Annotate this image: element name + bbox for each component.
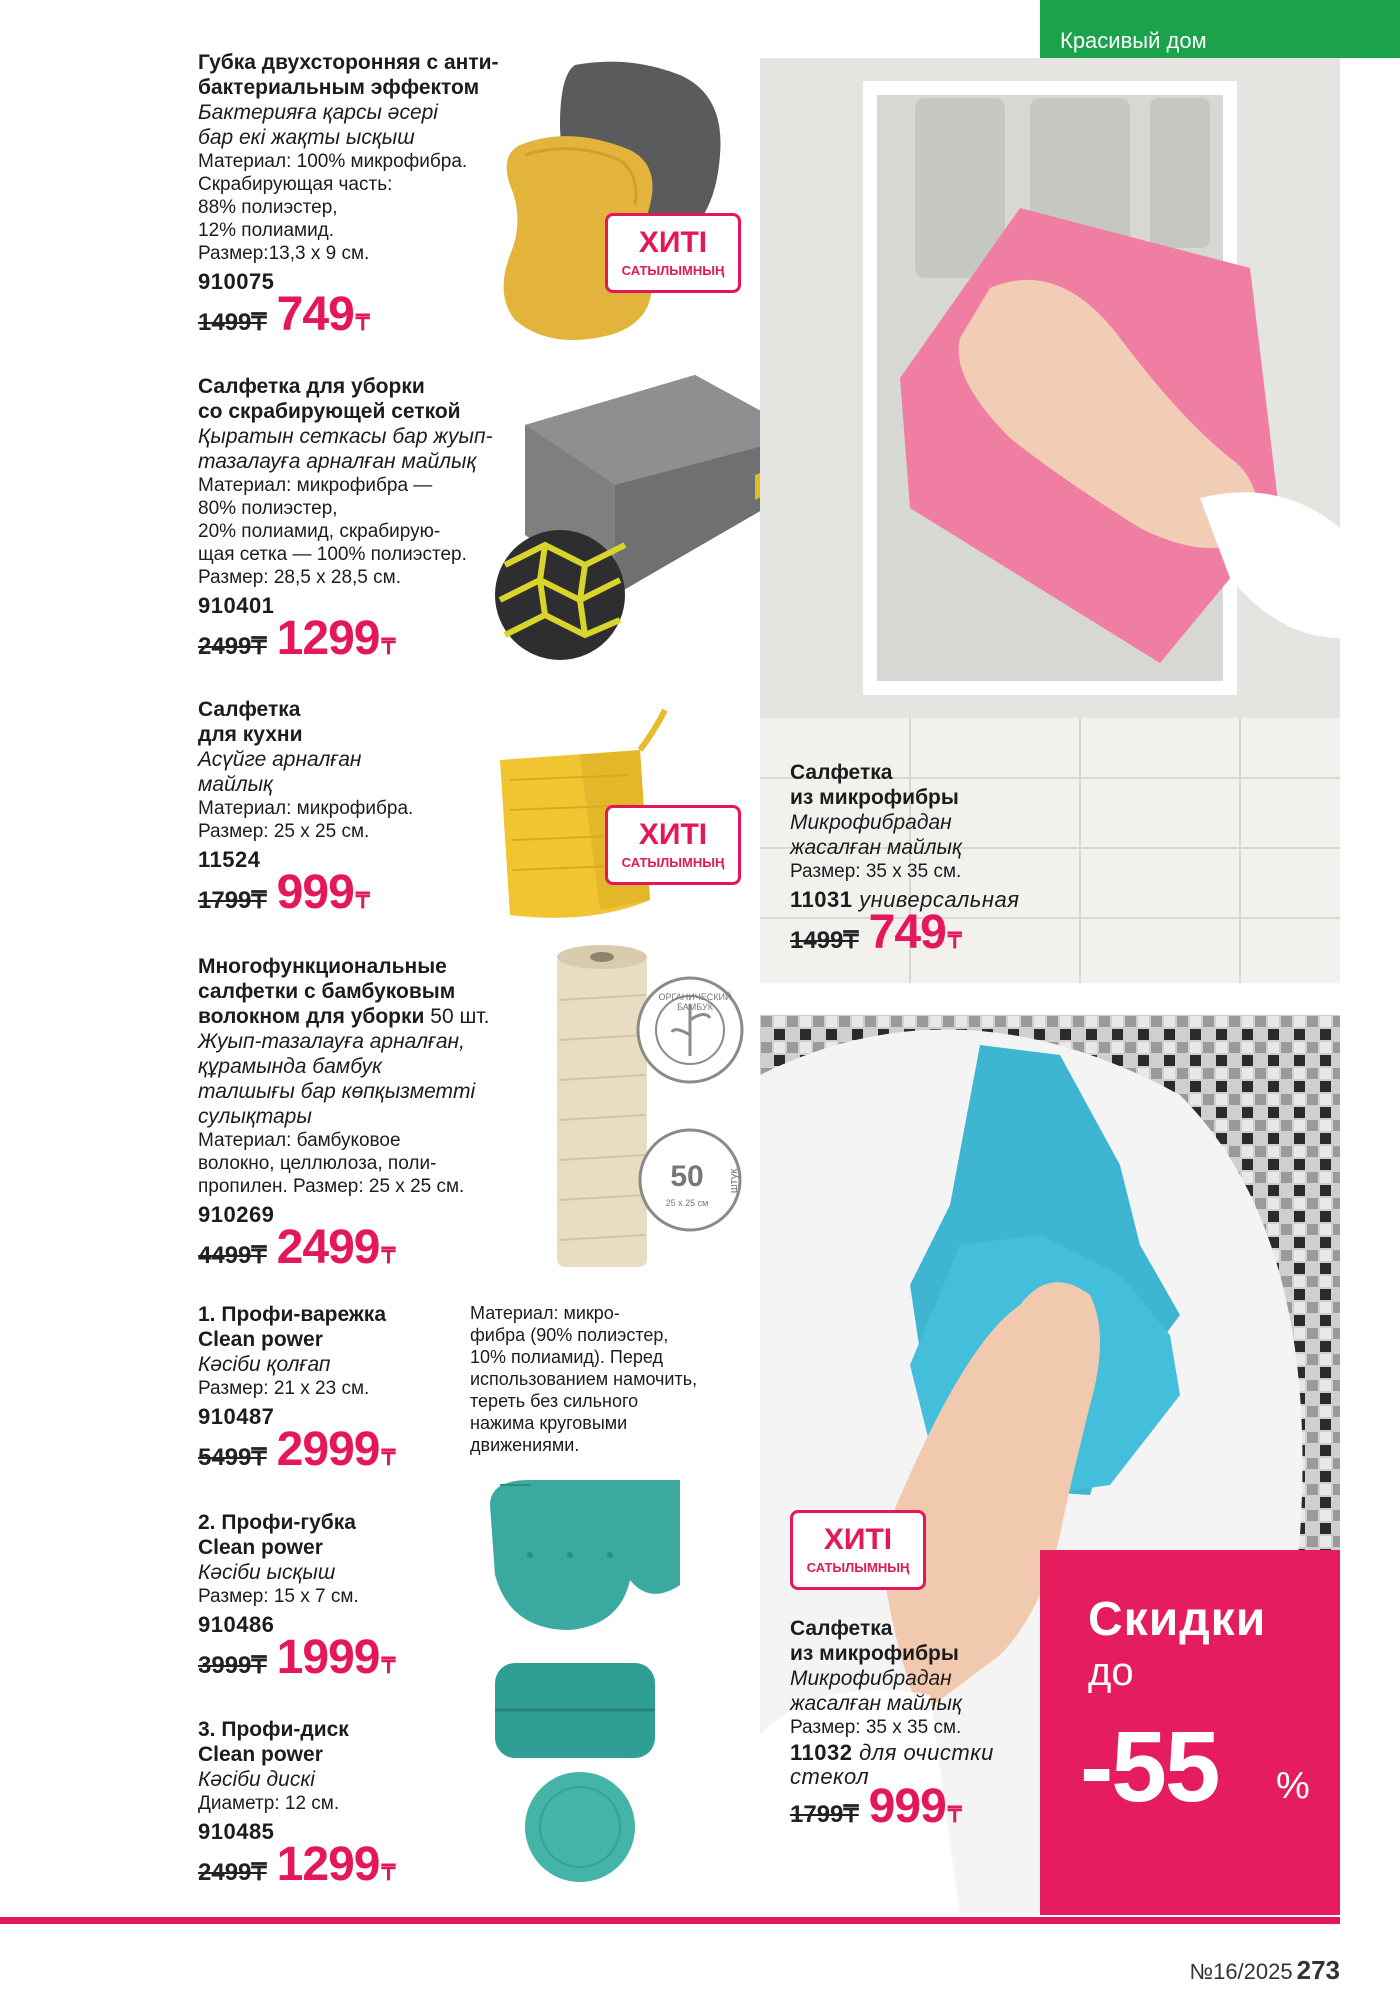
currency-sign: ₸ [381, 634, 396, 659]
clean-power-note: Материал: микро- фибра (90% полиэстер, 10% полиамид). Перед использованием намочить, тереть без сильного нажима круговыми движениями. [470, 1303, 698, 1455]
product-pro-disc [198, 1717, 438, 1891]
old-price: 2499₸ [198, 1859, 267, 1886]
product-code: 910075 [198, 269, 275, 294]
new-price: 1299 [276, 1838, 380, 1891]
price-line [198, 1221, 538, 1274]
product-code: 910486 [198, 1612, 275, 1637]
price-line [198, 288, 528, 341]
product-microfiber-universal [790, 760, 1090, 959]
product-title: 3. Профи-диск Clean power [198, 1718, 349, 1766]
clean-power-image [470, 1465, 700, 1895]
bamboo-roll-image [545, 940, 745, 1280]
product-spec: Размер: 35 х 35 см. [790, 1717, 962, 1738]
discount-panel [1040, 1550, 1340, 1915]
sponge-image [490, 55, 740, 355]
discount-percent: % [1276, 1765, 1310, 1807]
discount-line1: Скидки [1088, 1593, 1267, 1646]
old-price: 3999₸ [198, 1652, 267, 1679]
bestseller-badge: ХИТІ САТЫЛЫМНЫҢ [605, 805, 741, 885]
bamboo-seal-text: ОРГАНИЧЕСКИЙ БАМБУК [658, 992, 732, 1012]
old-price: 1499₸ [790, 927, 859, 954]
product-spec: Размер: 21 х 23 см. [198, 1378, 370, 1399]
count-seal-size: 25 x 25 см [665, 1198, 709, 1208]
product-sponge [198, 50, 528, 341]
old-price: 5499₸ [198, 1444, 267, 1471]
product-spec: Размер: 35 х 35 см. [790, 861, 962, 882]
product-title: Салфетка из микрофибры [790, 761, 959, 809]
product-spec: Материал: микрофибра — 80% полиэстер, 20% полиамид, скрабирую- щая сетка — 100% полиэстер. Размер: 28,5 х 28,5 см. [198, 475, 467, 588]
product-spec: Материал: бамбуковое волокно, целлюлоза, поли- пропилен. Размер: 25 х 25 см. [198, 1130, 465, 1197]
product-kz-title: Микрофибрадан жасалған майлық [790, 811, 962, 859]
product-title: 2. Профи-губка Clean power [198, 1511, 356, 1559]
product-spec: Материал: микрофибра. Размер: 25 х 25 см. [198, 798, 414, 842]
product-title: Салфетка для уборки со скрабирующей сеткой [198, 375, 461, 423]
product-spec: Диаметр: 12 см. [198, 1793, 340, 1814]
product-microfiber-glass [790, 1616, 1040, 1833]
old-price: 4499₸ [198, 1242, 267, 1269]
currency-sign: ₸ [381, 1243, 396, 1268]
new-price: 2999 [276, 1423, 380, 1476]
product-code: 910401 [198, 593, 275, 618]
product-spec: Размер: 15 х 7 см. [198, 1586, 359, 1607]
currency-sign: ₸ [947, 928, 962, 953]
new-price: 999 [276, 866, 354, 919]
old-price: 1799₸ [198, 887, 267, 914]
old-price: 1799₸ [790, 1801, 859, 1828]
product-kz-title: Бактерияға қарсы әсері бар екі жақты ысқыш [198, 101, 438, 149]
currency-sign: ₸ [381, 1653, 396, 1678]
price-line [198, 866, 528, 919]
bottom-rule [0, 1917, 1340, 1924]
product-bamboo-wipes [198, 954, 538, 1274]
price-line [790, 1780, 1040, 1833]
product-kz-title: Микрофибрадан жасалған майлық [790, 1667, 962, 1715]
discount-line2: до [1088, 1650, 1134, 1694]
product-code: 910487 [198, 1404, 275, 1429]
page-footer [1189, 1955, 1340, 1986]
discount-value: -55 [1080, 1711, 1219, 1823]
currency-sign: ₸ [947, 1802, 962, 1827]
product-kz-title: Асүйге арналған майлық [198, 748, 362, 796]
product-code: 11524 [198, 847, 261, 872]
product-kitchen-cloth [198, 697, 528, 919]
price-line [198, 1838, 438, 1891]
currency-sign: ₸ [355, 888, 370, 913]
currency-sign: ₸ [355, 310, 370, 335]
product-code: 910269 [198, 1202, 275, 1227]
price-line [198, 1423, 438, 1476]
product-title: Салфетка для кухни [198, 698, 303, 746]
product-code: 910485 [198, 1819, 275, 1844]
new-price: 1299 [276, 612, 380, 665]
price-line [198, 1631, 438, 1684]
new-price: 1999 [276, 1631, 380, 1684]
category-tab: Красивый дом [1040, 0, 1400, 58]
new-price: 749 [868, 906, 946, 959]
product-code: 11032 для очистки стекол [790, 1740, 994, 1789]
product-scrub-cloth [198, 374, 528, 665]
count-seal-unit: штук [728, 1168, 741, 1194]
old-price: 2499₸ [198, 633, 267, 660]
new-price: 749 [276, 288, 354, 341]
product-spec: Материал: 100% микрофибра. Скрабирующая часть: 88% полиэстер, 12% полиамид. Размер:13,3 х 9 см. [198, 151, 468, 264]
currency-sign: ₸ [381, 1445, 396, 1470]
bestseller-badge: ХИТІ САТЫЛЫМНЫҢ [790, 1510, 926, 1590]
price-line [790, 906, 1090, 959]
bestseller-badge: ХИТІ САТЫЛЫМНЫҢ [605, 213, 741, 293]
scrub-cloth-image [485, 375, 805, 665]
product-title: Губка двухсторонняя с анти- бактериальным эффектом [198, 51, 499, 99]
product-kz-title: Қыратын сеткасы бар жуып- тазалауға арналған майлық [198, 425, 493, 473]
product-pro-sponge [198, 1510, 438, 1684]
product-kz-title: Кәсіби ысқыш [198, 1561, 336, 1584]
issue-number: №16/2025 [1189, 1959, 1293, 1984]
product-title: Многофункциональные салфетки с бамбуковым волокном для уборки 50 шт. [198, 955, 490, 1028]
count-seal-number: 50 [670, 1160, 704, 1193]
product-code: 11031 универсальная [790, 887, 1020, 912]
old-price: 1499₸ [198, 309, 267, 336]
product-kz-title: Жуып-тазалауға арналған, құрамында бамбук талшығы бар көпқызметті сулықтары [198, 1030, 476, 1128]
product-title: 1. Профи-варежка Clean power [198, 1303, 386, 1351]
product-mitt [198, 1302, 438, 1476]
currency-sign: ₸ [381, 1860, 396, 1885]
product-title: Салфетка из микрофибры [790, 1617, 959, 1665]
product-kz-title: Кәсіби қолғап [198, 1353, 331, 1376]
price-line [198, 612, 528, 665]
page-number: 273 [1296, 1955, 1340, 1985]
new-price: 999 [868, 1780, 946, 1833]
product-kz-title: Кәсіби дискі [198, 1768, 315, 1791]
new-price: 2499 [276, 1221, 380, 1274]
